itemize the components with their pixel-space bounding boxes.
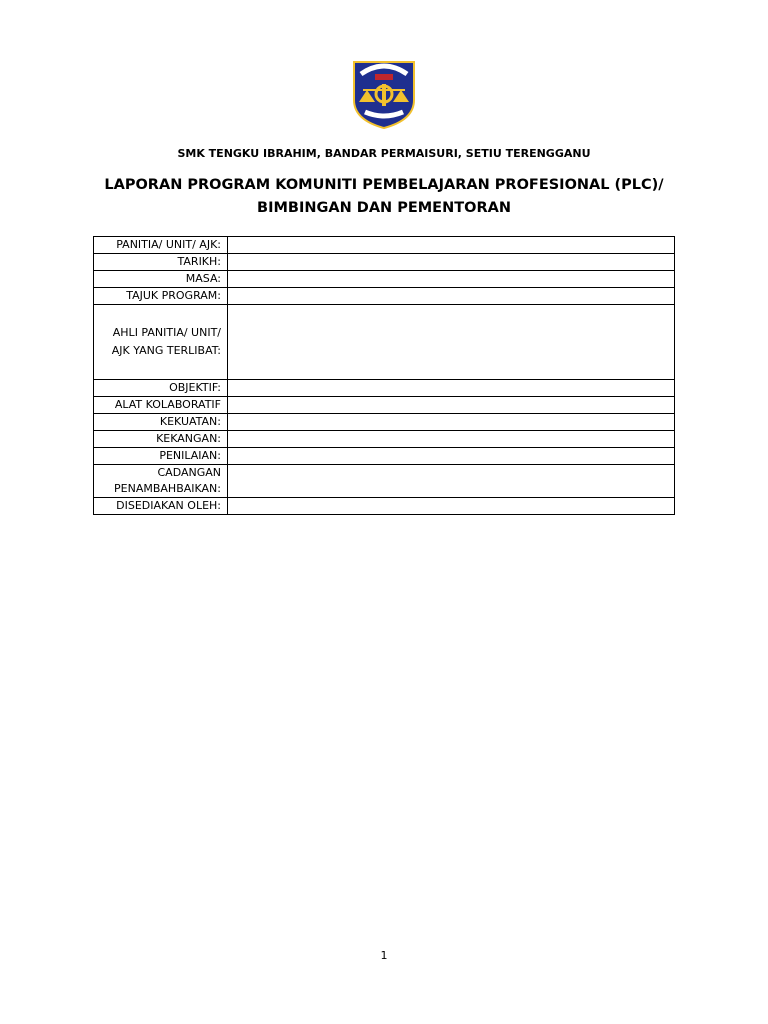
- form-label-tajuk-program: TAJUK PROGRAM:: [94, 288, 228, 305]
- title-line-1: LAPORAN PROGRAM KOMUNITI PEMBELAJARAN PROFESIONAL (PLC)/: [104, 177, 664, 193]
- form-field-tarikh[interactable]: [228, 254, 675, 271]
- form-field-kekangan[interactable]: [228, 431, 675, 448]
- form-label-kekuatan: KEKUATAN:: [94, 414, 228, 431]
- form-label-disediakan-oleh: DISEDIAKAN OLEH:: [94, 498, 228, 515]
- form-label-masa: MASA:: [94, 271, 228, 288]
- form-field-kekuatan[interactable]: [228, 414, 675, 431]
- form-field-penilaian[interactable]: [228, 448, 675, 465]
- form-row-tajuk-program: [94, 288, 675, 305]
- page-title: [60, 174, 708, 220]
- school-crest-icon: [351, 60, 417, 130]
- report-form-table: [93, 236, 675, 515]
- form-row-alat-kolaboratif: [94, 397, 675, 414]
- form-field-disediakan-oleh[interactable]: [228, 498, 675, 515]
- form-row-disediakan-oleh: [94, 498, 675, 515]
- form-field-ahli-terlibat[interactable]: [228, 305, 675, 380]
- form-field-panitia[interactable]: [228, 237, 675, 254]
- form-field-alat-kolaboratif[interactable]: [228, 397, 675, 414]
- school-name: SMK TENGKU IBRAHIM, BANDAR PERMAISURI, SETIU TERENGGANU: [177, 147, 591, 160]
- form-row-cadangan: [94, 465, 675, 498]
- form-row-panitia: [94, 237, 675, 254]
- form-label-tarikh: TARIKH:: [94, 254, 228, 271]
- form-label-ahli-terlibat: AHLI PANITIA/ UNIT/ AJK YANG TERLIBAT:: [94, 305, 228, 380]
- page-number: 1: [380, 949, 388, 962]
- form-row-ahli-terlibat: [94, 305, 675, 380]
- form-field-masa[interactable]: [228, 271, 675, 288]
- form-field-tajuk-program[interactable]: [228, 288, 675, 305]
- form-label-alat-kolaboratif: ALAT KOLABORATIF: [94, 397, 228, 414]
- form-row-objektif: [94, 380, 675, 397]
- form-row-kekangan: [94, 431, 675, 448]
- form-field-cadangan[interactable]: [228, 465, 675, 498]
- form-label-cadangan: CADANGAN PENAMBAHBAIKAN:: [94, 465, 228, 498]
- form-label-penilaian: PENILAIAN:: [94, 448, 228, 465]
- form-label-panitia: PANITIA/ UNIT/ AJK:: [94, 237, 228, 254]
- title-line-2: BIMBINGAN DAN PEMENTORAN: [257, 200, 511, 216]
- form-row-masa: [94, 271, 675, 288]
- form-row-tarikh: [94, 254, 675, 271]
- form-row-penilaian: [94, 448, 675, 465]
- form-label-kekangan: KEKANGAN:: [94, 431, 228, 448]
- form-row-kekuatan: [94, 414, 675, 431]
- form-field-objektif[interactable]: [228, 380, 675, 397]
- form-label-objektif: OBJEKTIF:: [94, 380, 228, 397]
